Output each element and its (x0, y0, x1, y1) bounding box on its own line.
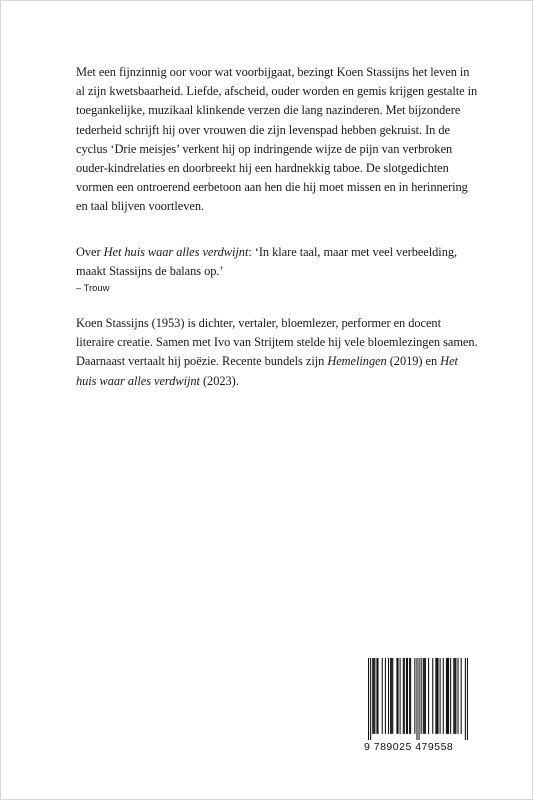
review-prefix: Over (76, 245, 104, 259)
barcode-bar (390, 658, 391, 734)
barcode-bar (465, 658, 466, 740)
bio-part-2: (2019) en (386, 354, 441, 369)
barcode-bar (443, 658, 444, 734)
barcode-bar (424, 658, 425, 734)
bio-text (76, 314, 481, 391)
barcode-bar (376, 658, 377, 734)
barcode-bar (425, 658, 426, 734)
barcode-bar (385, 658, 386, 734)
barcode-bar (404, 658, 405, 734)
barcode-bar (392, 658, 393, 734)
barcode-bar (419, 658, 420, 740)
barcode-bar (437, 658, 438, 734)
barcode-bar (447, 658, 448, 734)
barcode-bar (421, 658, 422, 734)
barcode-bar (374, 658, 375, 734)
review-text (76, 243, 481, 281)
review-source: – Trouw (76, 283, 110, 295)
barcode-digits: 9 789025 479558 (364, 741, 454, 753)
blurb-paragraph (76, 63, 481, 217)
barcode-bar (448, 658, 449, 734)
barcode-bar (407, 658, 408, 734)
barcode-bar (453, 658, 454, 734)
barcode-bar (467, 658, 468, 740)
bio-title-2: Het huis waar alles verdwijnt (76, 354, 458, 388)
barcode-bar (410, 658, 411, 734)
barcode-bar (414, 658, 415, 734)
barcode-bar (457, 658, 458, 734)
barcode-bar (396, 658, 397, 734)
barcode-bar (435, 658, 436, 734)
review-quote (76, 243, 481, 296)
barcode-bar (454, 658, 455, 734)
bio-part-1: Koen Stassijns (1953) is dichter, vertaler, bloemlezer, performer en docent literaire creatie. Samen met Ivo van Strijtem stelde hij vele bloemlezingen samen. Daarnaast vertaalt hij poëzie. Recente bundels zijn (76, 316, 478, 369)
bio-title-1: Hemelingen (327, 354, 387, 369)
barcode-bar (423, 658, 424, 734)
barcode-bar (446, 658, 447, 734)
barcode-bar (436, 658, 437, 734)
barcode-bar (440, 658, 441, 734)
barcode-bar (450, 658, 451, 734)
author-bio (76, 314, 481, 391)
review-quote-text: : ‘In klare taal, maar met veel verbeelding, maakt Stassijns de balans op.’ (76, 245, 458, 279)
barcode-bar (409, 658, 410, 734)
barcode-bar (455, 658, 456, 734)
barcode-bar (382, 658, 383, 734)
barcode-bar (400, 658, 401, 734)
barcode-bar (368, 658, 369, 740)
barcode-bar (403, 658, 404, 734)
barcode-bar (416, 658, 417, 740)
barcode-bar (432, 658, 433, 734)
blurb-text: Met een fijnzinnig oor voor wat voorbijgaat, bezingt Koen Stassijns het leven in al zijn kwetsbaarheid. Liefde, afscheid, ouder worden en gemis krijgen gestalte in toegankelijke, muzikaal klinkende verzen die lang nazinderen. Met bijzondere tederheid schrijft hij over vrouwen die zijn levenspad hebben gekruist. In de cyclus ‘Drie meisjes’ verkent hij op indringende wijze de pijn van verbroken ouder-kindrelaties en doorbreekt hij een hardnekkig taboe. De slotgedichten vormen een ontroerend eerbetoon aan hen die hij moet missen en in herinnering en taal blijven voortleven. (76, 65, 478, 214)
review-book-title: Het huis waar alles verdwijnt (103, 245, 249, 259)
barcode-bar (388, 658, 389, 734)
barcode-bar (372, 658, 373, 734)
barcode-bar (428, 658, 429, 734)
barcode-bar (377, 658, 378, 734)
barcode-bar (373, 658, 374, 734)
barcode-bar (391, 658, 392, 734)
barcode-icon (368, 658, 468, 740)
bio-part-3: (2023). (199, 373, 239, 388)
barcode-bar (370, 658, 371, 740)
barcode-bar (397, 658, 398, 734)
barcode-bar (406, 658, 407, 734)
barcode-bar (461, 658, 462, 734)
